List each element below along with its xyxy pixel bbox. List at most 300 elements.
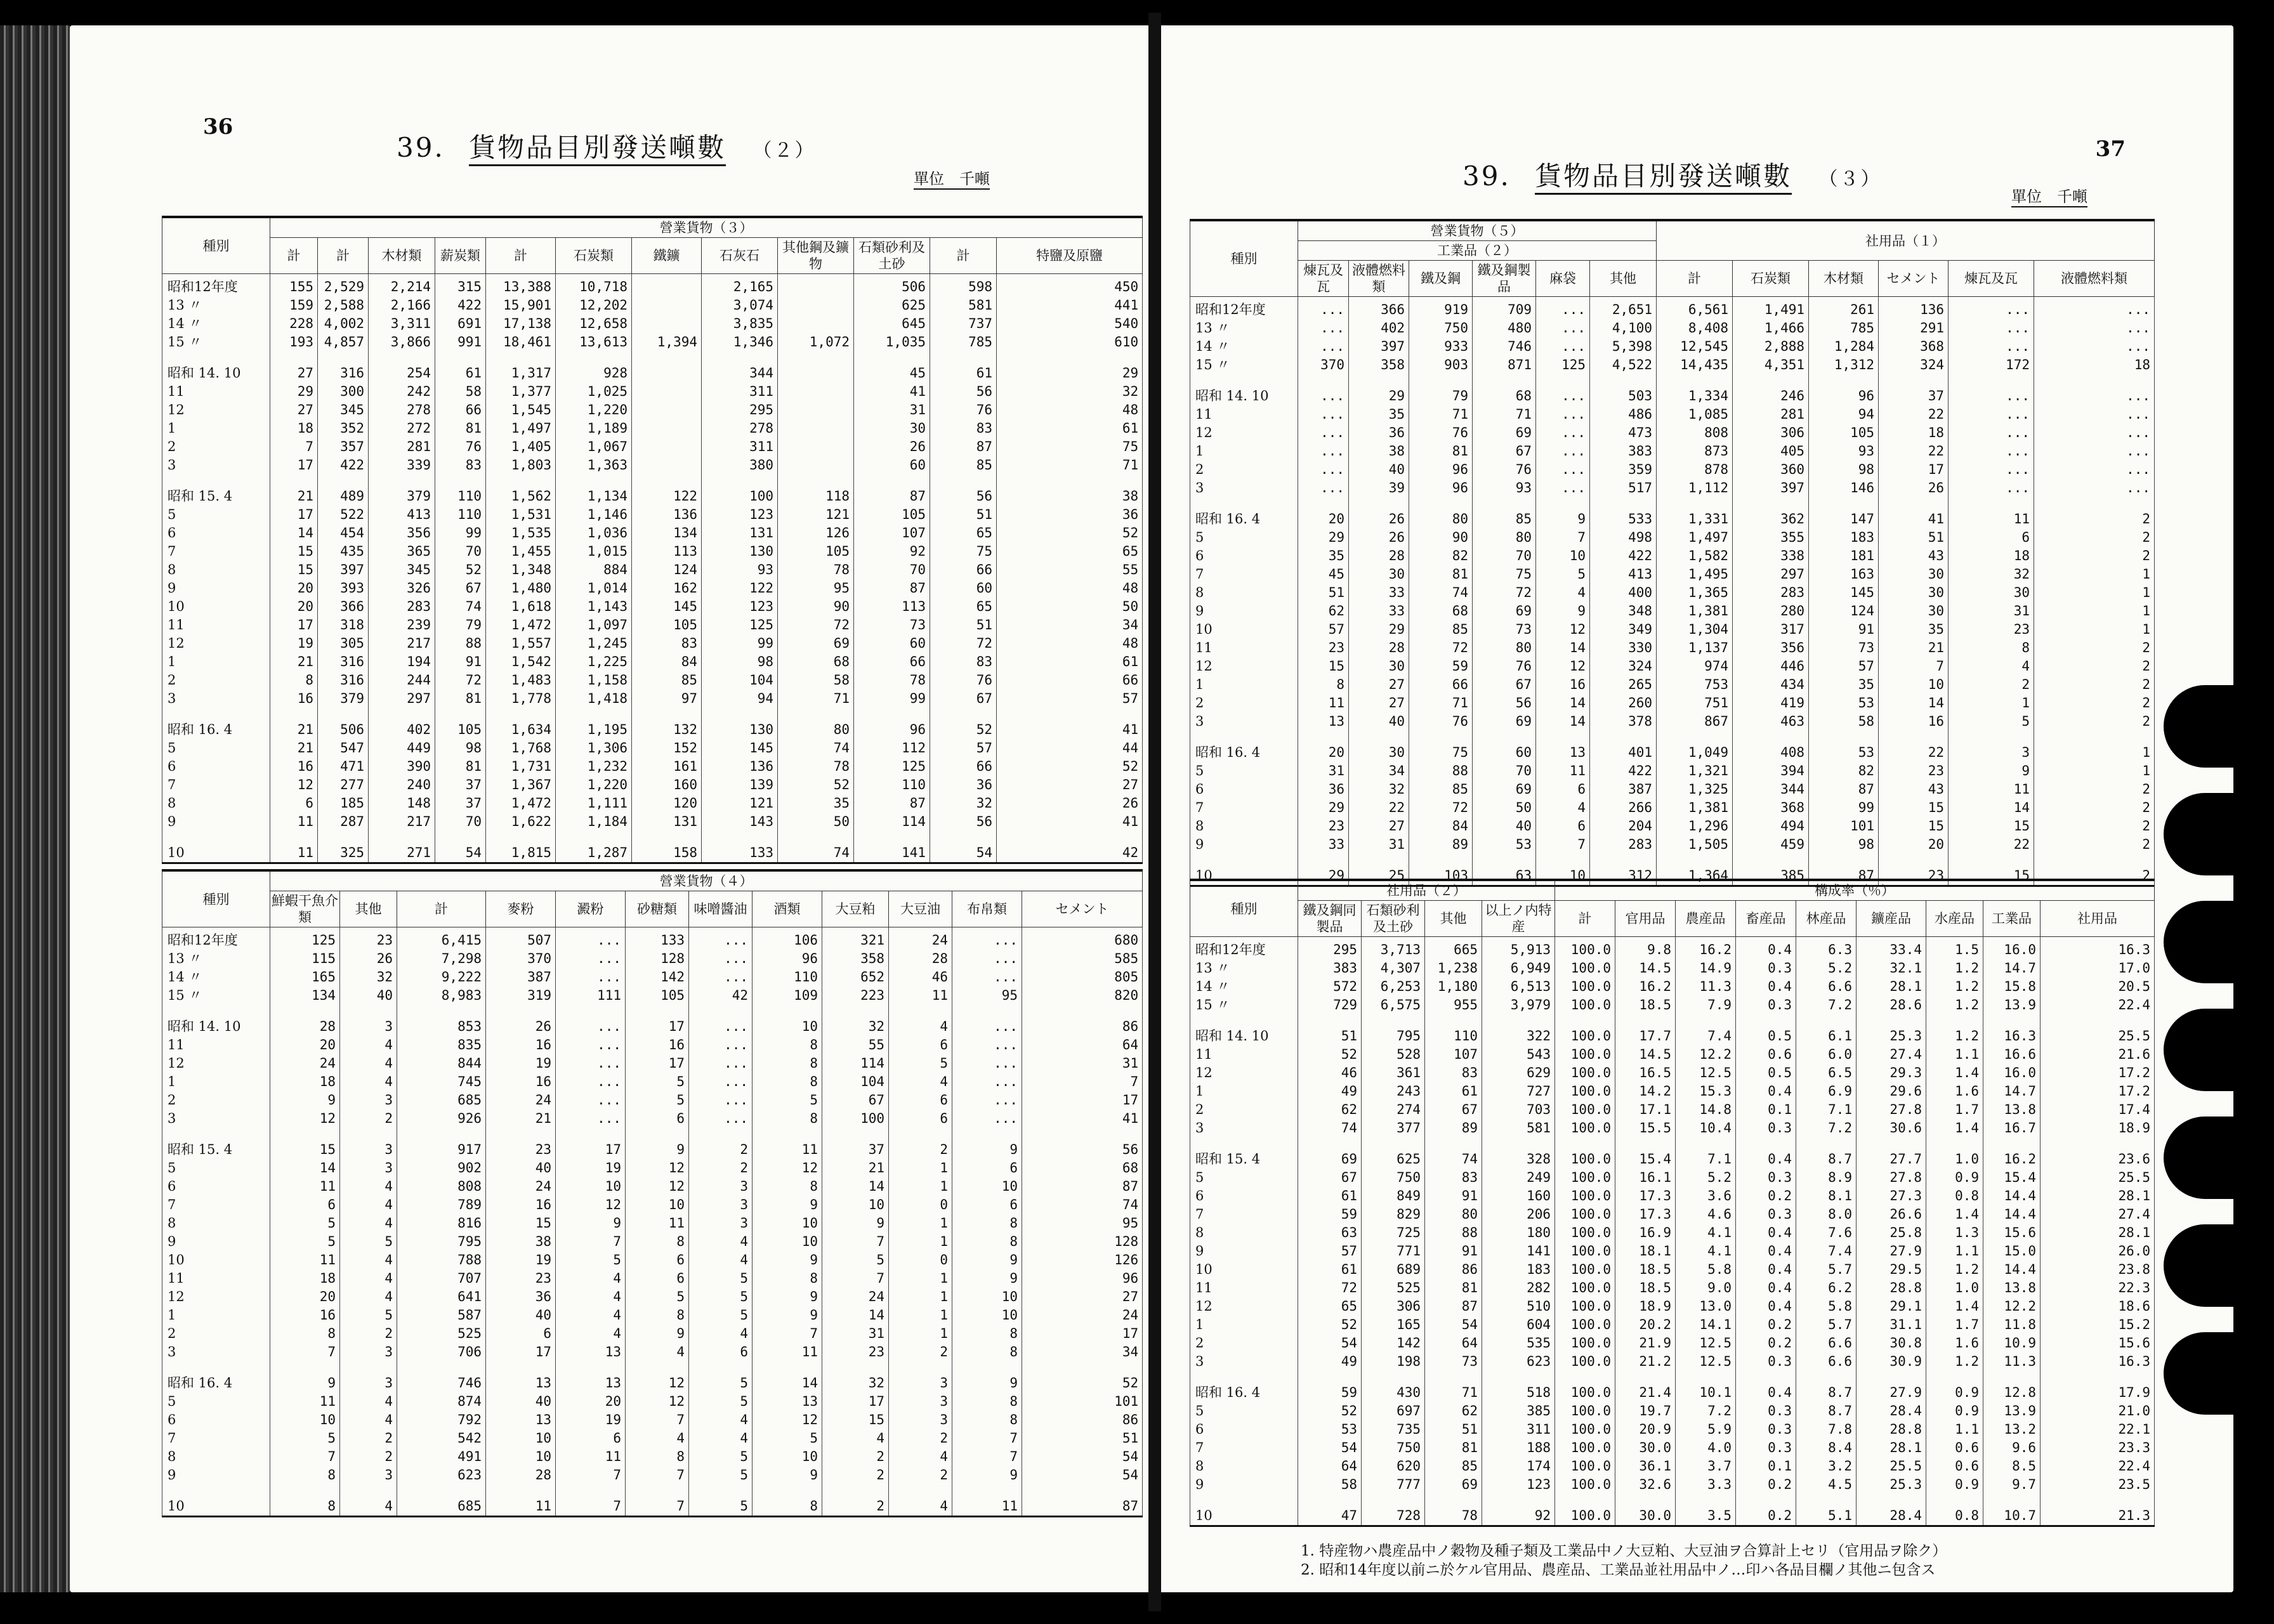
- data-cell: 27.4: [1857, 1045, 1926, 1064]
- data-cell: [1736, 1014, 1796, 1027]
- data-cell: 9: [556, 1214, 626, 1233]
- data-cell: 160: [1482, 1187, 1555, 1205]
- data-cell: 1,618: [486, 598, 556, 616]
- data-cell: 6,575: [1362, 996, 1425, 1014]
- data-cell: 829: [1362, 1205, 1425, 1224]
- data-cell: 4: [689, 1325, 753, 1343]
- data-cell: 2: [2034, 547, 2155, 565]
- data-cell: 18.6: [2041, 1297, 2155, 1316]
- data-cell: 19: [556, 1411, 626, 1429]
- data-cell: 1: [889, 1288, 952, 1306]
- data-cell: 385: [1482, 1402, 1555, 1420]
- data-cell: 41: [997, 721, 1143, 739]
- column-header: 計: [318, 238, 369, 274]
- table-row: [1190, 959, 2155, 978]
- row-label: [162, 351, 270, 364]
- data-cell: 35: [1879, 620, 1949, 639]
- data-cell: 67: [435, 579, 486, 598]
- data-cell: 2: [2034, 676, 2155, 694]
- data-cell: 15.4: [1615, 1150, 1676, 1169]
- data-cell: 4: [1536, 584, 1590, 602]
- data-cell: 32: [1949, 565, 2034, 584]
- data-cell: 37: [822, 1141, 889, 1159]
- data-cell: 1,189: [556, 419, 632, 438]
- row-label: 3: [1190, 1119, 1298, 1137]
- data-cell: 100.0: [1555, 1476, 1615, 1494]
- table-row: [162, 950, 1143, 968]
- data-cell: [1796, 1014, 1857, 1027]
- data-cell: 13: [486, 1374, 556, 1392]
- data-cell: 13.9: [1983, 1402, 2041, 1420]
- data-cell: [369, 351, 435, 364]
- column-header: 鮮蝦干魚介類: [270, 891, 340, 927]
- data-cell: 746: [1473, 337, 1536, 356]
- row-label: 8: [1190, 584, 1298, 602]
- data-cell: 0.2: [1736, 1316, 1796, 1334]
- data-cell: 12: [556, 1196, 626, 1214]
- data-cell: 0.2: [1736, 1507, 1796, 1526]
- data-cell: 20: [270, 1288, 340, 1306]
- data-cell: 52: [778, 776, 854, 794]
- data-cell: [702, 351, 778, 364]
- data-cell: 581: [930, 296, 997, 315]
- data-cell: [270, 708, 318, 721]
- data-cell: [1926, 1137, 1983, 1150]
- data-cell: 625: [1362, 1150, 1425, 1169]
- data-cell: 148: [369, 794, 435, 813]
- data-cell: 99: [1809, 799, 1879, 817]
- data-cell: 14.5: [1615, 1045, 1676, 1064]
- table-row: [1190, 1224, 2155, 1242]
- data-cell: 1,483: [486, 671, 556, 690]
- data-cell: [1482, 1371, 1555, 1384]
- data-cell: ...: [1949, 461, 2034, 479]
- data-cell: 401: [1590, 743, 1657, 762]
- data-cell: 2: [689, 1141, 753, 1159]
- data-cell: 172: [1949, 356, 2034, 374]
- data-cell: 7.2: [1676, 1402, 1736, 1420]
- data-cell: [340, 1005, 397, 1018]
- data-cell: [1349, 731, 1409, 743]
- table-row: [162, 1251, 1143, 1269]
- data-cell: 105: [854, 506, 930, 524]
- data-cell: ...: [556, 1091, 626, 1110]
- data-cell: 378: [1590, 712, 1657, 731]
- data-cell: 6,415: [397, 927, 486, 950]
- data-cell: 87: [854, 487, 930, 506]
- data-cell: 23: [1879, 867, 1949, 886]
- data-cell: 22.4: [2041, 1457, 2155, 1476]
- data-cell: [1857, 1014, 1926, 1027]
- column-header: 計: [397, 891, 486, 927]
- data-cell: 17.7: [1615, 1027, 1676, 1045]
- data-cell: 31.1: [1857, 1316, 1926, 1334]
- data-cell: 29: [1298, 799, 1349, 817]
- data-cell: ...: [952, 1036, 1022, 1054]
- data-cell: 349: [1590, 620, 1657, 639]
- data-cell: 9: [822, 1214, 889, 1233]
- column-header: 麥粉: [486, 891, 556, 927]
- data-cell: 63: [1298, 1224, 1362, 1242]
- data-cell: 348: [1590, 602, 1657, 620]
- data-cell: [435, 351, 486, 364]
- data-cell: 9: [753, 1306, 822, 1325]
- data-cell: 33: [1349, 602, 1409, 620]
- table-row: [162, 1177, 1143, 1196]
- row-label: 3: [1190, 1352, 1298, 1371]
- data-cell: 58: [778, 671, 854, 690]
- data-cell: 83: [930, 653, 997, 671]
- data-cell: 40: [486, 1392, 556, 1411]
- data-cell: [397, 1128, 486, 1141]
- data-cell: 6,253: [1362, 978, 1425, 996]
- data-cell: 4: [556, 1269, 626, 1288]
- data-cell: 41: [1022, 1110, 1143, 1128]
- data-cell: 6: [486, 1325, 556, 1343]
- data-cell: 103: [1409, 867, 1473, 886]
- data-cell: [1590, 374, 1657, 387]
- data-cell: [2034, 854, 2155, 867]
- data-cell: ...: [689, 968, 753, 986]
- column-header: 計: [486, 238, 556, 274]
- data-cell: 52: [997, 524, 1143, 542]
- data-cell: 104: [702, 671, 778, 690]
- table-row: [1190, 1014, 2155, 1027]
- data-cell: 47: [1298, 1507, 1362, 1526]
- data-cell: 7: [626, 1497, 689, 1517]
- data-cell: 206: [1482, 1205, 1555, 1224]
- data-cell: 2,214: [369, 274, 435, 297]
- data-cell: [1536, 374, 1590, 387]
- data-cell: [689, 1128, 753, 1141]
- data-cell: 30.8: [1857, 1334, 1926, 1352]
- data-cell: 76: [930, 671, 997, 690]
- data-cell: 5: [889, 1054, 952, 1073]
- data-cell: 4: [340, 1036, 397, 1054]
- data-cell: 99: [702, 634, 778, 653]
- data-cell: 56: [1022, 1141, 1143, 1159]
- data-cell: 107: [1425, 1045, 1482, 1064]
- data-cell: 18.5: [1615, 1261, 1676, 1279]
- data-cell: 2: [822, 1448, 889, 1466]
- data-cell: 15: [486, 1214, 556, 1233]
- page-title: [1462, 155, 1882, 193]
- table-row: [1190, 442, 2155, 461]
- data-cell: ...: [952, 968, 1022, 986]
- table-row: [162, 1141, 1143, 1159]
- data-cell: 1,364: [1657, 867, 1733, 886]
- data-cell: 0.3: [1736, 1420, 1796, 1439]
- data-cell: 278: [369, 401, 435, 419]
- data-cell: 17: [822, 1392, 889, 1411]
- data-cell: 9.7: [1983, 1476, 2041, 1494]
- data-cell: 95: [1022, 1214, 1143, 1233]
- table-row: [162, 579, 1143, 598]
- data-cell: [1983, 1371, 2041, 1384]
- data-cell: 17: [270, 616, 318, 634]
- data-cell: [1536, 497, 1590, 510]
- row-label: 14 〃: [162, 968, 270, 986]
- data-cell: 8.4: [1796, 1439, 1857, 1457]
- data-cell: [1473, 374, 1536, 387]
- data-cell: 1,803: [486, 456, 556, 475]
- data-cell: 11.8: [1983, 1316, 2041, 1334]
- data-cell: 29: [1349, 387, 1409, 405]
- data-cell: 379: [369, 487, 435, 506]
- index-tab: [2164, 1332, 2233, 1415]
- data-cell: 33.4: [1857, 937, 1926, 960]
- row-label: 13 〃: [1190, 959, 1298, 978]
- data-cell: 14.4: [1983, 1205, 2041, 1224]
- index-tab: [2164, 901, 2233, 983]
- data-cell: 7.9: [1676, 996, 1736, 1014]
- data-cell: 405: [1733, 442, 1809, 461]
- data-cell: 124: [632, 561, 702, 579]
- data-cell: 8: [952, 1392, 1022, 1411]
- data-cell: 27: [1022, 1288, 1143, 1306]
- data-cell: 45: [854, 364, 930, 383]
- data-cell: 15.2: [2041, 1316, 2155, 1334]
- data-cell: [340, 1128, 397, 1141]
- data-cell: [1676, 1371, 1736, 1384]
- table-row: [162, 296, 1143, 315]
- row-label: 11: [1190, 639, 1298, 657]
- table-row: [162, 1196, 1143, 1214]
- data-cell: 89: [1409, 835, 1473, 854]
- data-cell: 84: [1409, 817, 1473, 835]
- data-cell: 16.6: [1983, 1045, 2041, 1064]
- data-cell: 1.1: [1926, 1420, 1983, 1439]
- data-cell: 9: [753, 1251, 822, 1269]
- column-header: 鑛産品: [1857, 901, 1926, 937]
- data-cell: 737: [930, 315, 997, 333]
- data-cell: 319: [486, 986, 556, 1005]
- data-cell: 69: [1425, 1476, 1482, 1494]
- data-cell: 808: [1657, 424, 1733, 442]
- data-cell: 18: [270, 419, 318, 438]
- data-cell: 16: [270, 1306, 340, 1325]
- data-cell: 94: [702, 690, 778, 708]
- data-cell: 101: [1809, 817, 1879, 835]
- data-cell: 4: [689, 1411, 753, 1429]
- row-label: 昭和 16. 4: [1190, 1384, 1298, 1402]
- table-row: [162, 1091, 1143, 1110]
- data-cell: 365: [369, 542, 435, 561]
- data-cell: [1926, 1494, 1983, 1507]
- data-cell: 4: [340, 1054, 397, 1073]
- row-label: 1: [1190, 676, 1298, 694]
- data-cell: 165: [1362, 1316, 1425, 1334]
- data-cell: [822, 1361, 889, 1374]
- data-cell: 43: [1879, 547, 1949, 565]
- data-cell: 356: [369, 524, 435, 542]
- data-cell: 0.6: [1736, 1045, 1796, 1064]
- column-header: 薪炭類: [435, 238, 486, 274]
- data-cell: 56: [930, 813, 997, 831]
- data-cell: 2: [2034, 712, 2155, 731]
- data-cell: [1362, 1014, 1425, 1027]
- data-cell: 11: [270, 1251, 340, 1269]
- data-cell: 6.2: [1796, 1279, 1857, 1297]
- row-label: 11: [162, 383, 270, 401]
- data-cell: 11: [952, 1497, 1022, 1517]
- data-cell: 62: [1298, 1101, 1362, 1119]
- data-cell: [270, 475, 318, 487]
- data-cell: [486, 831, 556, 844]
- data-cell: 27: [997, 776, 1143, 794]
- data-cell: 87: [1809, 780, 1879, 799]
- data-cell: 6: [689, 1343, 753, 1361]
- data-cell: ...: [2034, 461, 2155, 479]
- row-label: 6: [1190, 547, 1298, 565]
- data-cell: 91: [1425, 1187, 1482, 1205]
- data-cell: 1,346: [702, 333, 778, 351]
- data-cell: 74: [1409, 584, 1473, 602]
- data-cell: 71: [1473, 405, 1536, 424]
- table-row: [1190, 676, 2155, 694]
- data-cell: 272: [369, 419, 435, 438]
- data-cell: ...: [1536, 319, 1590, 337]
- row-label: [162, 708, 270, 721]
- data-cell: 7: [556, 1466, 626, 1484]
- data-cell: 16.3: [2041, 937, 2155, 960]
- row-label: 3: [162, 1110, 270, 1128]
- data-cell: 4: [889, 1448, 952, 1466]
- data-cell: 100.0: [1555, 1384, 1615, 1402]
- data-cell: [632, 383, 702, 401]
- table-row: [162, 1018, 1143, 1036]
- data-cell: 85: [1409, 780, 1473, 799]
- table-row: [1190, 461, 2155, 479]
- data-cell: 44: [997, 739, 1143, 757]
- data-cell: 2: [2034, 528, 2155, 547]
- data-cell: 125: [702, 616, 778, 634]
- data-cell: 7.1: [1676, 1150, 1736, 1169]
- data-cell: 11.3: [1676, 978, 1736, 996]
- data-cell: 40: [1349, 712, 1409, 731]
- table-row: [162, 831, 1143, 844]
- data-cell: 328: [1482, 1150, 1555, 1169]
- data-cell: 10.4: [1676, 1119, 1736, 1137]
- data-cell: 29: [997, 364, 1143, 383]
- row-label: [1190, 1137, 1298, 1150]
- data-cell: 28.6: [1857, 996, 1926, 1014]
- data-cell: ...: [2034, 319, 2155, 337]
- footnote: 2. 昭和14年度以前ニ於ケル官用品、農産品、工業品並社用品中ノ…印ハ各品目欄ノ其他ニ包含ス: [1301, 1562, 1936, 1578]
- data-cell: 84: [632, 653, 702, 671]
- data-cell: 518: [1482, 1384, 1555, 1402]
- table-body: [1190, 937, 2155, 1526]
- data-cell: [753, 1361, 822, 1374]
- data-cell: 510: [1482, 1297, 1555, 1316]
- data-cell: 76: [435, 438, 486, 456]
- table-row: [162, 634, 1143, 653]
- data-cell: 12.5: [1676, 1064, 1736, 1082]
- data-cell: 316: [318, 671, 369, 690]
- data-cell: 11: [270, 1177, 340, 1196]
- data-cell: 14: [1536, 712, 1590, 731]
- data-cell: 919: [1409, 297, 1473, 320]
- data-cell: 18: [1879, 424, 1949, 442]
- row-label: 12: [162, 1288, 270, 1306]
- data-cell: 28.4: [1857, 1402, 1926, 1420]
- row-label: 9: [162, 813, 270, 831]
- data-cell: 345: [369, 561, 435, 579]
- data-cell: 32: [822, 1374, 889, 1392]
- data-cell: 14: [270, 1159, 340, 1177]
- data-cell: 0.8: [1926, 1187, 1983, 1205]
- data-cell: ...: [952, 950, 1022, 968]
- data-cell: 325: [318, 844, 369, 863]
- data-cell: 16.3: [2041, 1352, 2155, 1371]
- data-cell: 123: [702, 598, 778, 616]
- data-cell: 9: [753, 1288, 822, 1306]
- data-cell: 31: [1298, 762, 1349, 780]
- data-cell: 17.3: [1615, 1187, 1676, 1205]
- data-cell: 356: [1733, 639, 1809, 657]
- column-header: 石類砂利及土砂: [1362, 901, 1425, 937]
- data-cell: [778, 274, 854, 297]
- data-cell: 1,067: [556, 438, 632, 456]
- data-cell: 5: [822, 1251, 889, 1269]
- data-cell: 10.1: [1676, 1384, 1736, 1402]
- data-cell: 13: [753, 1392, 822, 1411]
- data-cell: 16.0: [1983, 1064, 2041, 1082]
- data-cell: [1425, 1494, 1482, 1507]
- data-cell: 15: [270, 1141, 340, 1159]
- data-cell: 2: [2034, 799, 2155, 817]
- data-cell: 89: [1425, 1119, 1482, 1137]
- data-cell: 1,296: [1657, 817, 1733, 835]
- data-cell: [556, 708, 632, 721]
- data-cell: 100.0: [1555, 1457, 1615, 1476]
- data-cell: 623: [397, 1466, 486, 1484]
- data-cell: 542: [397, 1429, 486, 1448]
- data-cell: 141: [854, 844, 930, 863]
- data-cell: 28.4: [1857, 1507, 1926, 1526]
- data-cell: [689, 1005, 753, 1018]
- data-cell: 23.6: [2041, 1150, 2155, 1169]
- table-row: [1190, 584, 2155, 602]
- right-page: [1161, 25, 2233, 1592]
- data-cell: 435: [318, 542, 369, 561]
- data-cell: 261: [1809, 297, 1879, 320]
- data-cell: 72: [1298, 1279, 1362, 1297]
- table-row: [162, 757, 1143, 776]
- data-cell: 27.3: [1857, 1187, 1926, 1205]
- table-row: [1190, 387, 2155, 405]
- data-cell: 83: [1425, 1169, 1482, 1187]
- data-cell: 100.0: [1555, 1150, 1615, 1169]
- data-cell: 41: [1879, 510, 1949, 528]
- data-cell: 480: [1473, 319, 1536, 337]
- data-cell: 4: [689, 1233, 753, 1251]
- column-header: 大豆油: [889, 891, 952, 927]
- data-cell: 51: [1425, 1420, 1482, 1439]
- data-cell: 11: [270, 1392, 340, 1411]
- data-cell: [778, 475, 854, 487]
- row-label: 12: [162, 634, 270, 653]
- data-cell: 35: [1809, 676, 1879, 694]
- data-cell: [952, 1361, 1022, 1374]
- data-cell: 242: [369, 383, 435, 401]
- data-cell: 8: [626, 1233, 689, 1251]
- data-cell: 2: [822, 1497, 889, 1517]
- data-cell: 27.8: [1857, 1101, 1926, 1119]
- data-cell: 21.0: [2041, 1402, 2155, 1420]
- data-cell: [340, 1361, 397, 1374]
- data-cell: [632, 274, 702, 297]
